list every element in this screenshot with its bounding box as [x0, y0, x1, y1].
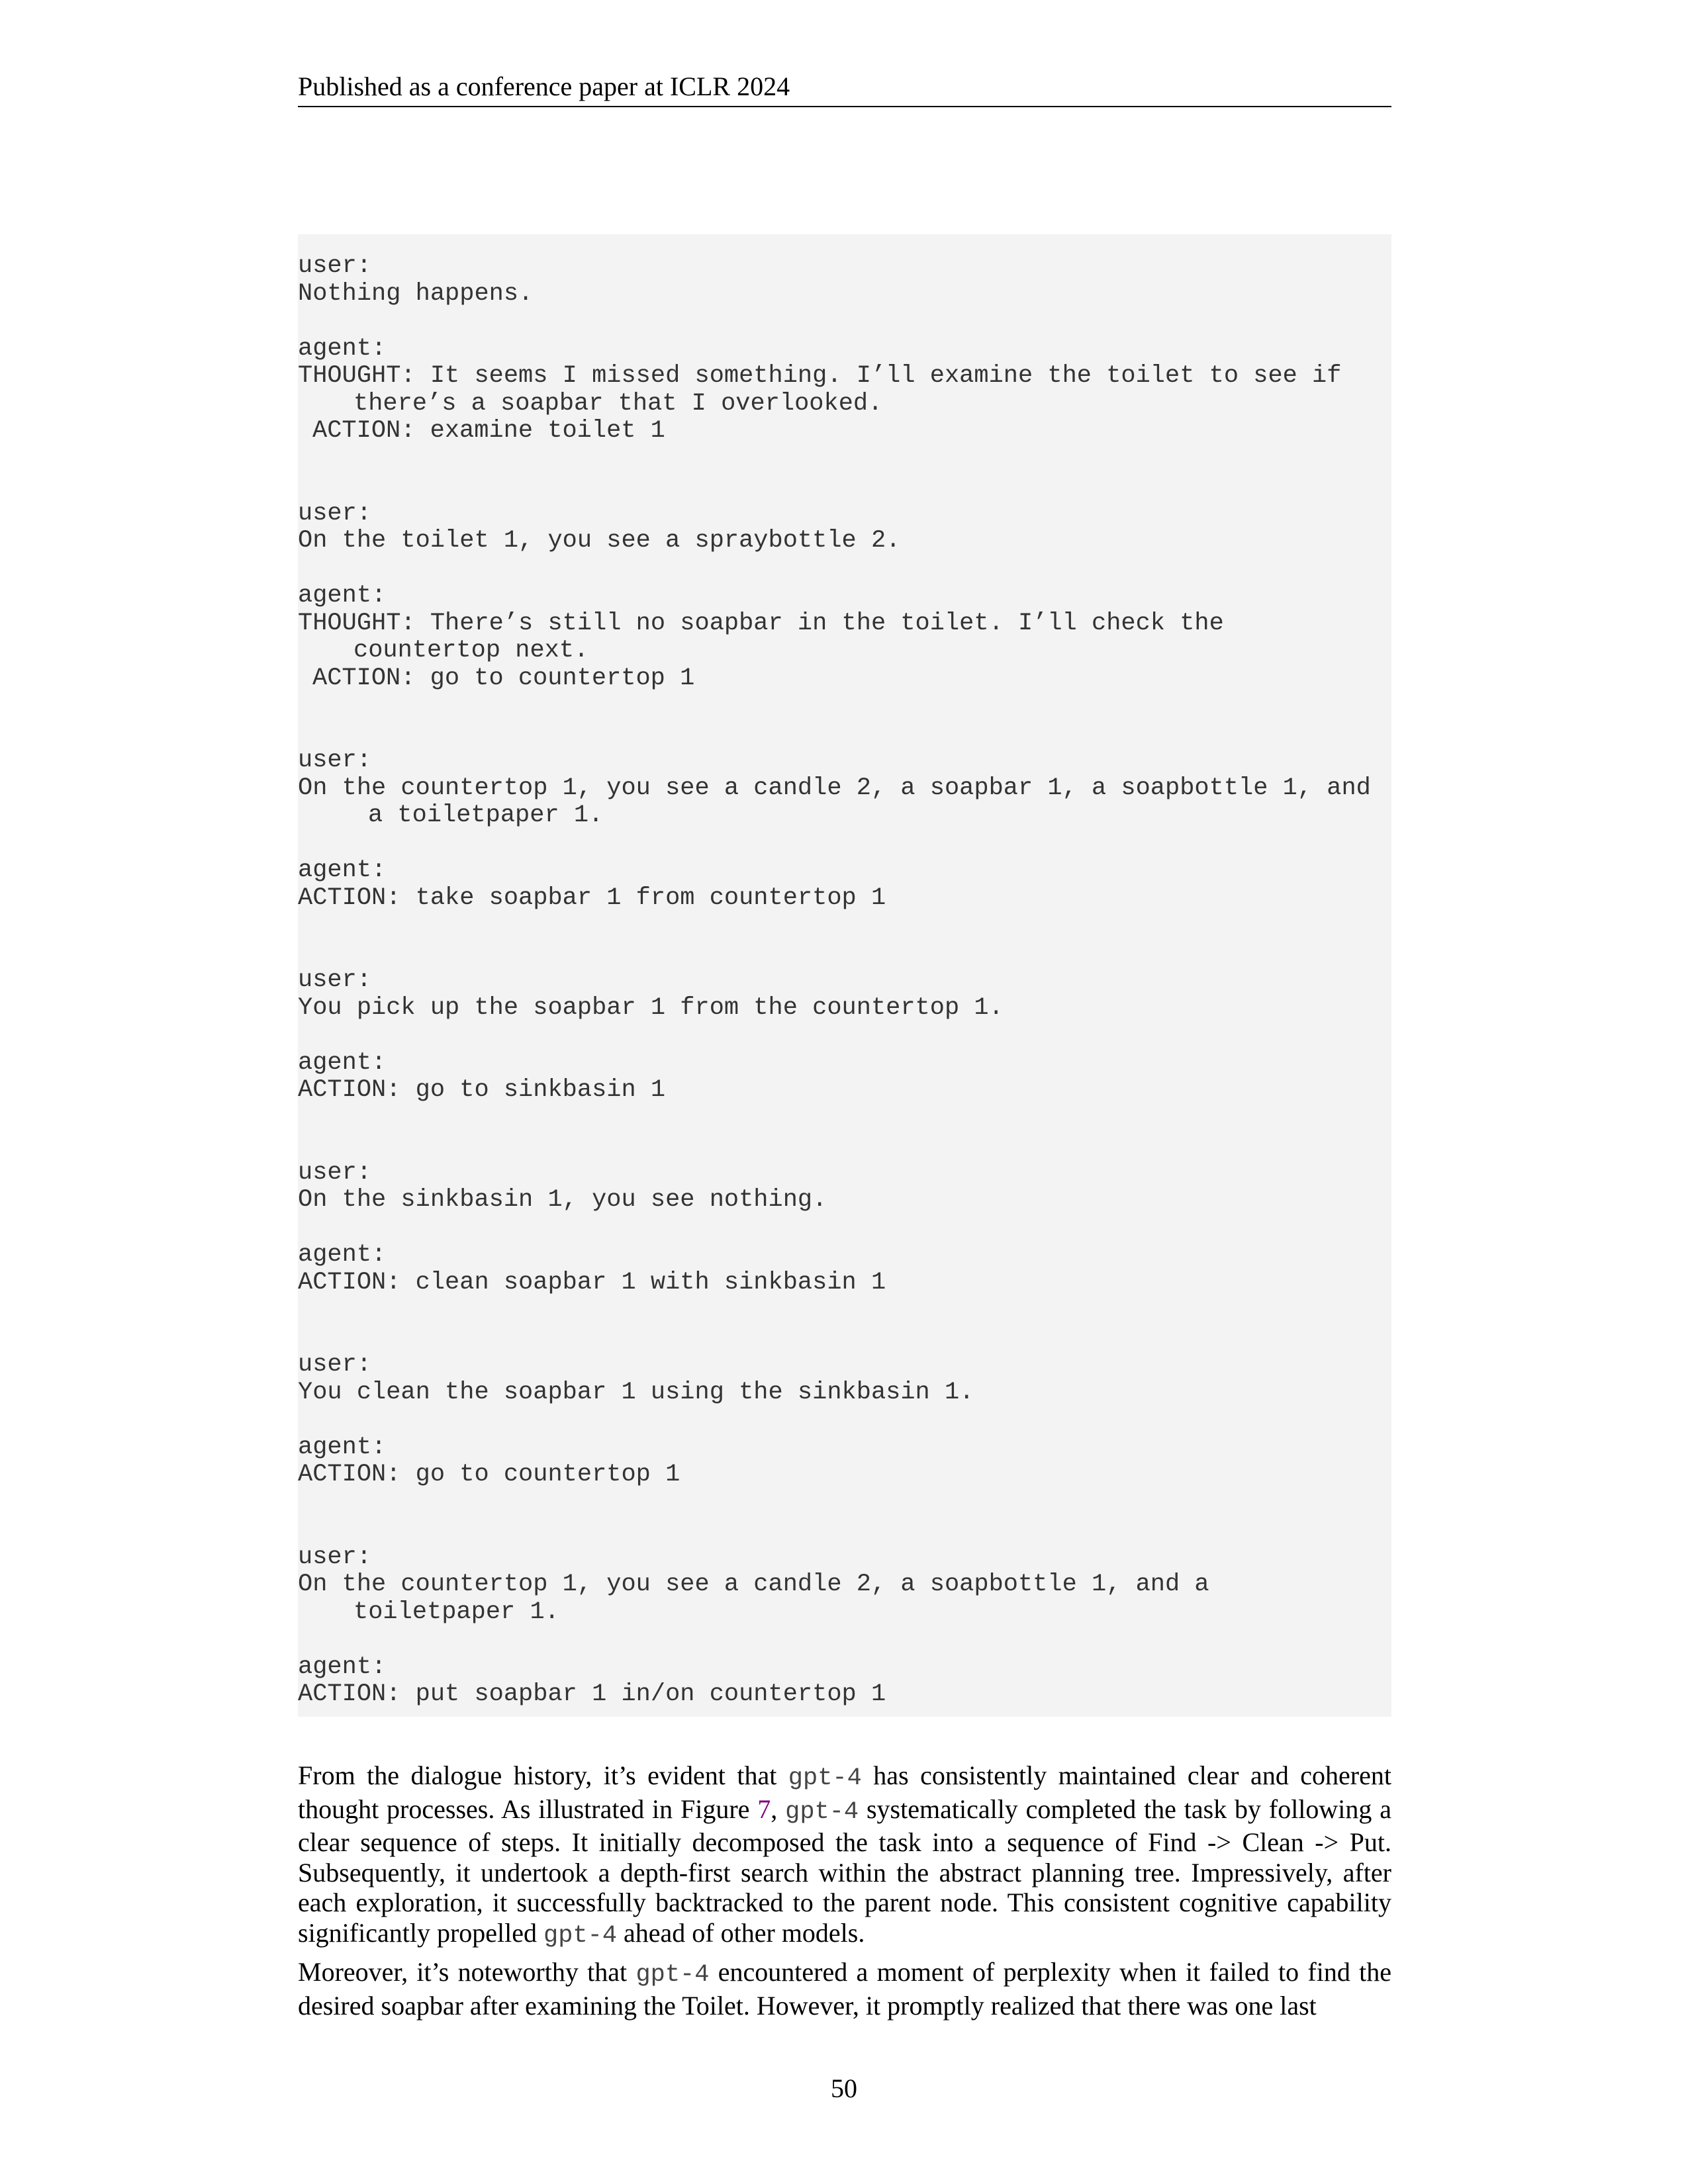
- page-number: 50: [831, 2073, 857, 2103]
- role-label: user:: [298, 1351, 372, 1379]
- agent-thought-continuation: countertop next.: [353, 637, 589, 664]
- text-run: systematically completed the task by following a clear sequence of steps. It initially decomposed the task into a sequence of Find -> Clean -> Put. Subsequently, it undertook a depth-first search within the abstract planning tree. Impressively, after each exploration, it successfully backtracked to the parent node. This consistent cognitive capability significantly propelled: [298, 1794, 1392, 1948]
- role-label: agent:: [298, 1241, 387, 1269]
- role-label: user:: [298, 499, 372, 527]
- user-message: On the countertop 1, you see a candle 2, a soapbar 1, a soapbottle 1, and: [298, 774, 1371, 802]
- text-run: encountered a moment of perplexity when it failed to find the desired soapbar after examining the Toilet. However, it promptly realized that there was one last: [298, 1957, 1392, 2021]
- role-label: agent:: [298, 1653, 387, 1681]
- dialogue-code-block: [298, 234, 1391, 1717]
- role-label: user:: [298, 1158, 372, 1187]
- role-label: user:: [298, 1543, 372, 1571]
- text-run: ,: [771, 1794, 786, 1824]
- running-header: Published as a conference paper at ICLR 2024: [298, 69, 1391, 107]
- analysis-paragraph-2: [298, 1957, 1391, 2021]
- role-label: user:: [298, 966, 372, 994]
- user-message: On the toilet 1, you see a spraybottle 2.: [298, 527, 901, 555]
- user-message-continuation: a toiletpaper 1.: [368, 801, 604, 829]
- agent-action: ACTION: put soapbar 1 in/on countertop 1: [298, 1680, 886, 1708]
- model-name: gpt-4: [788, 1764, 862, 1792]
- analysis-paragraph-1: [298, 1760, 1391, 1951]
- text-run: ahead of other models.: [617, 1917, 865, 1948]
- agent-action: ACTION: clean soapbar 1 with sinkbasin 1: [298, 1268, 886, 1297]
- role-label: agent:: [298, 856, 387, 884]
- role-label: user:: [298, 252, 372, 280]
- text-run: Moreover, it’s noteworthy that: [298, 1957, 636, 1987]
- role-label: agent:: [298, 582, 387, 610]
- user-message-continuation: toiletpaper 1.: [353, 1598, 559, 1626]
- user-message: On the countertop 1, you see a candle 2, a soapbottle 1, and a: [298, 1570, 1209, 1598]
- user-message: You pick up the soapbar 1 from the countertop 1.: [298, 993, 1004, 1022]
- text-run: From the dialogue history, it’s evident that: [298, 1760, 788, 1790]
- agent-thought: THOUGHT: There’s still no soapbar in the toilet. I’ll check the: [298, 609, 1224, 637]
- agent-action: ACTION: examine toilet 1: [312, 417, 665, 445]
- agent-thought-continuation: there’s a soapbar that I overlooked.: [353, 389, 883, 418]
- agent-thought: THOUGHT: It seems I missed something. I’ll examine the toilet to see if: [298, 362, 1342, 390]
- model-name: gpt-4: [785, 1797, 859, 1826]
- role-label: agent:: [298, 1048, 387, 1077]
- agent-action: ACTION: go to sinkbasin 1: [298, 1076, 666, 1104]
- user-message: On the sinkbasin 1, you see nothing.: [298, 1186, 827, 1214]
- role-label: user:: [298, 747, 372, 774]
- agent-action: ACTION: take soapbar 1 from countertop 1: [298, 884, 886, 912]
- user-message: You clean the soapbar 1 using the sinkbasin 1.: [298, 1378, 974, 1406]
- agent-action: ACTION: go to countertop 1: [312, 664, 695, 692]
- role-label: agent:: [298, 1433, 387, 1461]
- role-label: agent:: [298, 334, 387, 363]
- user-message: Nothing happens.: [298, 279, 534, 308]
- text-run: has consistently maintained clear and coherent thought processes. As illustrated in Figure: [298, 1760, 1391, 1824]
- agent-action: ACTION: go to countertop 1: [298, 1461, 680, 1488]
- figure-reference-link[interactable]: 7: [757, 1794, 771, 1824]
- model-name: gpt-4: [543, 1921, 618, 1950]
- model-name: gpt-4: [635, 1961, 710, 1989]
